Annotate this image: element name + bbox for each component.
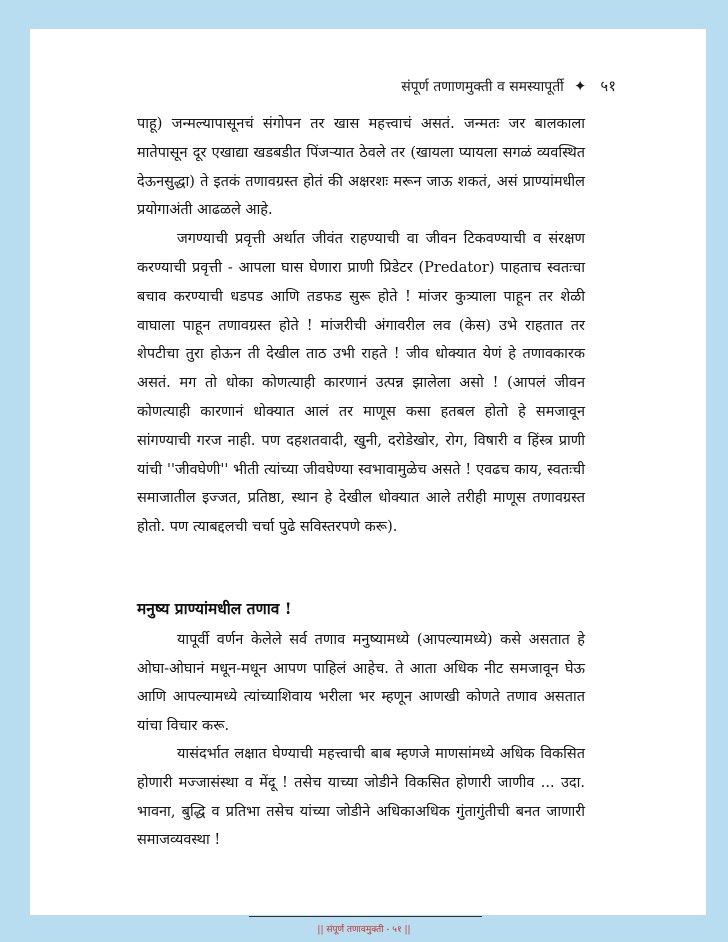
section-body [137, 626, 585, 855]
paragraph-2: जगण्याची प्रवृत्ती अर्थात जीवंत राहण्याची वा जीवन टिकवण्याची व संरक्षण करण्याची प्रवृत्ती - आपला घास घेणारा प्राणी प्रिडेटर (Predator) पाहताच स्वतःचा बचाव करण्याची धडपड आणि तडफड सुरू होते ! मांजर कुत्र्याला पाहून तर शेळी वाघाला पाहून तणावग्रस्त होते ! मांजरीची अंगावरील लव (केस) उभे राहतात तर शेपटीचा तुरा होऊन ती देखील ताठ उभी राहते ! जीव धोक्यात येणं हे तणावकारक असतं. मग तो धोका कोणत्याही कारणानं उत्पन्न झालेला असो ! (आपलं जीवन कोणत्याही कारणानं धोक्यात आलं तर माणूस कसा हतबल होतो हे समजावून सांगण्याची गरज नाही. पण दहशतवादी, खुनी, दरोडेखोर, रोग, विषारी व हिंस्त्र प्राणी यांची ''जीवघेणी'' भीती त्यांच्या जीवघेण्या स्वभावामुळेच असते ! एवढच काय, स्वतःची समाजातील इज्जत, प्रतिष्ठा, स्थान हे देखील धोक्यात आले तरीही माणूस तणावग्रस्त होतो. पण त्याबद्दलची चर्चा पुढे सविस्तरपणे करू). [137, 231, 585, 536]
book-title: संपूर्ण तणाणमुक्ती व समस्यापूर्ती [401, 78, 564, 95]
page-number: ५१ [600, 77, 616, 95]
section-paragraph-2: यासंदर्भात लक्षात घेण्याची महत्त्वाची बाब म्हणजे माणसांमध्ये अधिक विकसित होणारी मज्जासंस्था व मेंदू ! तसेच याच्या जोडीने विकसित होणारी जाणीव ... उदा. भावना, बुद्धि व प्रतिभा तसेच यांच्या जोडीने अधिकाअधिक गुंतागुंतीची बनत जाणारी समाजव्यवस्था ! [137, 746, 585, 849]
footer-text: || संपूर्ण तणावमुक्ती - ५१ || [317, 925, 411, 935]
paragraph-1: पाहू) जन्मल्यापासूनचं संगोपन तर खास महत्त्वाचं असतं. जन्मतः जर बालकाला मातेपासून दूर एखाद्या खडबडीत पिंजऱ्यात ठेवले तर (खायला प्यायला सगळं व्यवस्थित देऊनसुद्धा) ते इतकं तणावग्रस्त होतं की अक्षरशः मरून जाऊ शकतं, असं प्राण्यांमधील प्रयोगाअंती आढळले आहे. [137, 116, 585, 219]
body-text [137, 110, 585, 542]
footer-divider [249, 916, 482, 917]
star-icon: ✦ [573, 77, 587, 95]
section-heading: मनुष्य प्राण्यांमधील तणाव ! [137, 599, 292, 618]
section-paragraph-1: यापूर्वी वर्णन केलेले सर्व तणाव मनुष्यामध्ये (आपल्यामध्ये) कसे असतात हे ओघा-ओघानं मधून-मधून आपण पाहिलं आहेच. ते आता अधिक नीट समजावून घेऊ आणि आपल्यामध्ये त्यांच्याशिवाय भरीला भर म्हणून आणखी कोणते तणाव असतात यांचा विचार करू. [137, 632, 585, 734]
running-header [401, 76, 616, 96]
